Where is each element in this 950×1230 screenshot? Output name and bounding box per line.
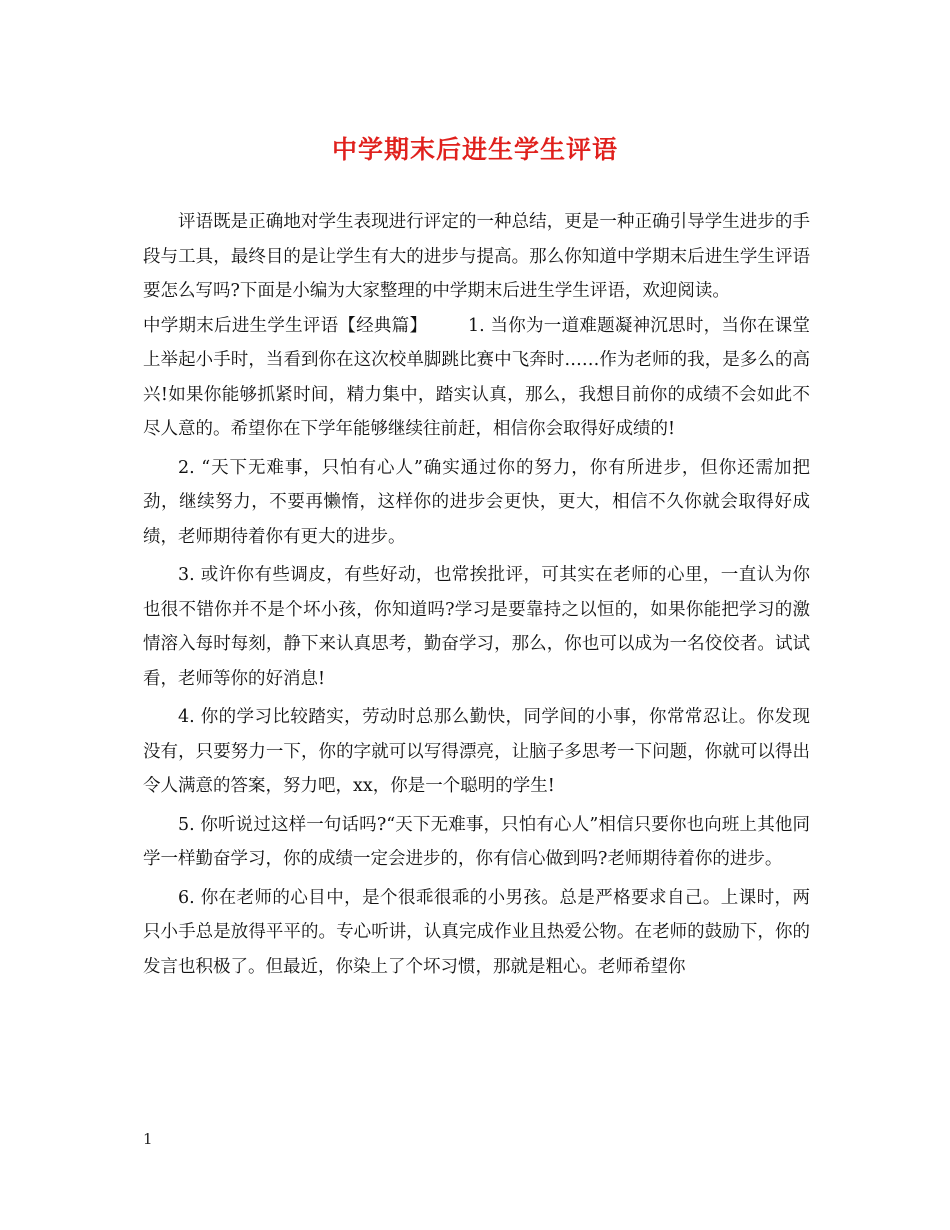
section-heading: 中学期末后进生学生评语【经典篇】 bbox=[143, 315, 428, 336]
section-paragraph bbox=[143, 309, 810, 447]
intro-paragraph: 评语既是正确地对学生表现进行评定的一种总结，更是一种正确引导学生进步的手段与工具，最终目的是让学生有大的进步与提高。那么你知道中学期末后进生学生评语要怎么写吗?下面是小编为大家整理的中学期末后进生学生评语，欢迎阅读。 bbox=[143, 212, 810, 301]
comment-item-1: 1. 当你为一道难题凝神沉思时，当你在课堂上举起小手时，当看到你在这次校单脚跳比赛中飞奔时……作为老师的我，是多么的高兴!如果你能够抓紧时间，精力集中，踏实认真，那么，我想目前你的成绩不会如此不尽人意的。希望你在下学年能够继续往前赶，相信你会取得好成绩的! bbox=[143, 315, 810, 439]
page-number: 1 bbox=[143, 1130, 153, 1148]
comment-item-5: 5. 你听说过这样一句话吗?“天下无难事，只怕有心人”相信只要你也向班上其他同学一样勤奋学习，你的成绩一定会进步的，你有信心做到吗?老师期待着你的进步。 bbox=[143, 814, 810, 869]
comment-item-3: 3. 或许你有些调皮，有些好动，也常挨批评，可其实在老师的心里，一直认为你也很不错你并不是个坏小孩，你知道吗?学习是要靠持之以恒的，如果你能把学习的激情溶入每时每刻，静下来认真思考，勤奋学习，那么，你也可以成为一名佼佼者。试试看，老师等你的好消息! bbox=[143, 565, 810, 689]
comment-item-6: 6. 你在老师的心目中，是个很乖很乖的小男孩。总是严格要求自己。上课时，两只小手总是放得平平的。专心听讲，认真完成作业且热爱公物。在老师的鼓励下，你的发言也积极了。但最近，你染上了个坏习惯，那就是粗心。老师希望你 bbox=[143, 887, 810, 977]
document-title: 中学期末后进生学生评语 bbox=[331, 135, 618, 164]
comment-item-4: 4. 你的学习比较踏实，劳动时总那么勤快，同学间的小事，你常常忍让。你发现没有，只要努力一下，你的字就可以写得漂亮，让脑子多思考一下问题，你就可以得出令人满意的答案，努力吧，xx，你是一个聪明的学生! bbox=[143, 707, 810, 796]
document-body bbox=[143, 205, 810, 984]
comment-item-2: 2. “天下无难事，只怕有心人”确实通过你的努力，你有所进步，但你还需加把劲，继续努力，不要再懒惰，这样你的进步会更快，更大，相信不久你就会取得好成绩，老师期待着你有更大的进步。 bbox=[143, 457, 810, 547]
